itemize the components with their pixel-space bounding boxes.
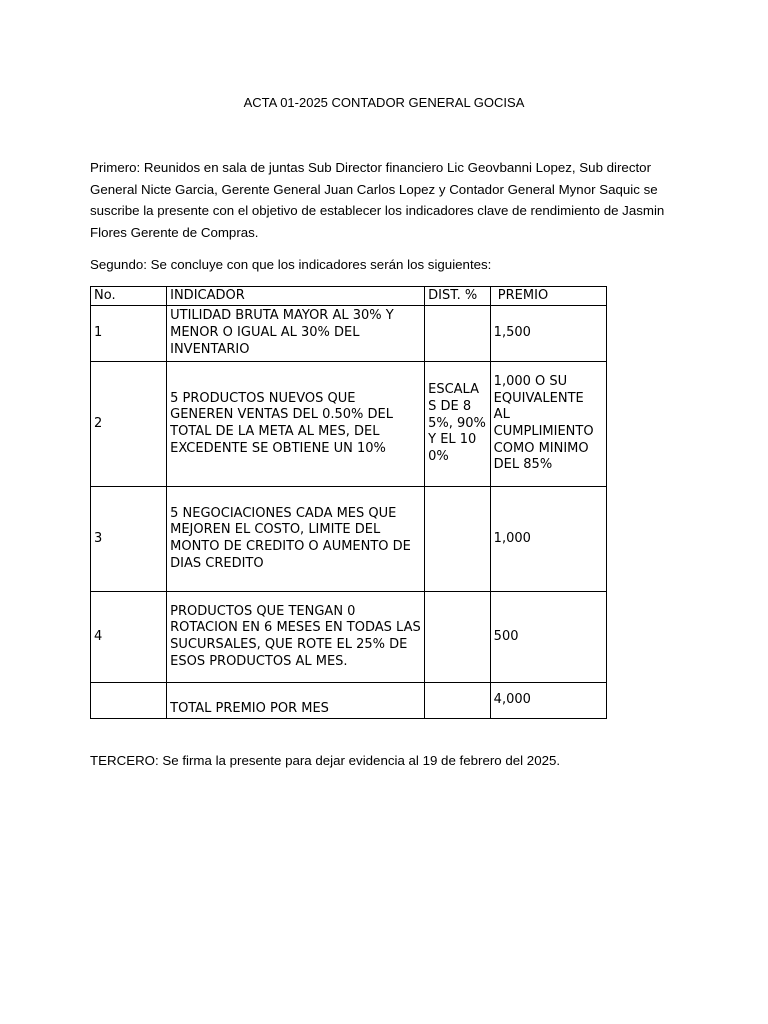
cell-dist (425, 683, 491, 719)
cell-indicador: 5 NEGOCIACIONES CADA MES QUE MEJOREN EL COSTO, LIMITE DEL MONTO DE CREDITO O AUMENTO DE DIAS CREDITO (167, 487, 425, 592)
cell-premio: 1,500 (490, 306, 606, 362)
cell-dist (425, 592, 491, 683)
table-row (91, 487, 607, 592)
table-header-row (91, 287, 607, 306)
table-row (91, 306, 607, 362)
cell-dist: ESCALAS DE 85%, 90% Y EL 100% (425, 362, 491, 487)
table-row (91, 592, 607, 683)
header-premio: PREMIO (490, 287, 606, 306)
indicators-table (90, 286, 607, 719)
paragraph-primero: Primero: Reunidos en sala de juntas Sub Director financiero Lic Geovbanni Lopez, Sub director General Nicte Garcia, Gerente General Juan Carlos Lopez y Contador General Mynor Saquic se suscribe la presente con el objetivo de establecer los indicadores clave de rendimiento de Jasmin Flores Gerente de Compras. (90, 160, 665, 240)
cell-no: 1 (91, 306, 167, 362)
cell-dist (425, 487, 491, 592)
document-title: ACTA 01-2025 CONTADOR GENERAL GOCISA (243, 95, 525, 110)
cell-total-label: TOTAL PREMIO POR MES (167, 683, 425, 719)
cell-no: 3 (91, 487, 167, 592)
cell-total-premio: 4,000 (490, 683, 606, 719)
paragraph-tercero: TERCERO: Se firma la presente para dejar evidencia al 19 de febrero del 2025. (90, 753, 561, 768)
cell-premio: 1,000 (490, 487, 606, 592)
header-no: No. (91, 287, 167, 306)
paragraph-segundo: Segundo: Se concluye con que los indicadores serán los siguientes: (90, 257, 492, 272)
cell-dist (425, 306, 491, 362)
header-dist: DIST. % (425, 287, 491, 306)
cell-indicador: UTILIDAD BRUTA MAYOR AL 30% Y MENOR O IGUAL AL 30% DEL INVENTARIO (167, 306, 425, 362)
cell-indicador: PRODUCTOS QUE TENGAN 0 ROTACION EN 6 MESES EN TODAS LAS SUCURSALES, QUE ROTE EL 25% DE ESOS PRODUCTOS AL MES. (167, 592, 425, 683)
header-indicador: INDICADOR (167, 287, 425, 306)
cell-indicador: 5 PRODUCTOS NUEVOS QUE GENEREN VENTAS DEL 0.50% DEL TOTAL DE LA META AL MES, DEL EXCEDENTE SE OBTIENE UN 10% (167, 362, 425, 487)
cell-no (91, 683, 167, 719)
cell-no: 4 (91, 592, 167, 683)
table-row (91, 362, 607, 487)
cell-premio: 500 (490, 592, 606, 683)
cell-premio: 1,000 O SU EQUIVALENTE AL CUMPLIMIENTO COMO MINIMO DEL 85% (490, 362, 606, 487)
cell-no: 2 (91, 362, 167, 487)
table-total-row (91, 683, 607, 719)
